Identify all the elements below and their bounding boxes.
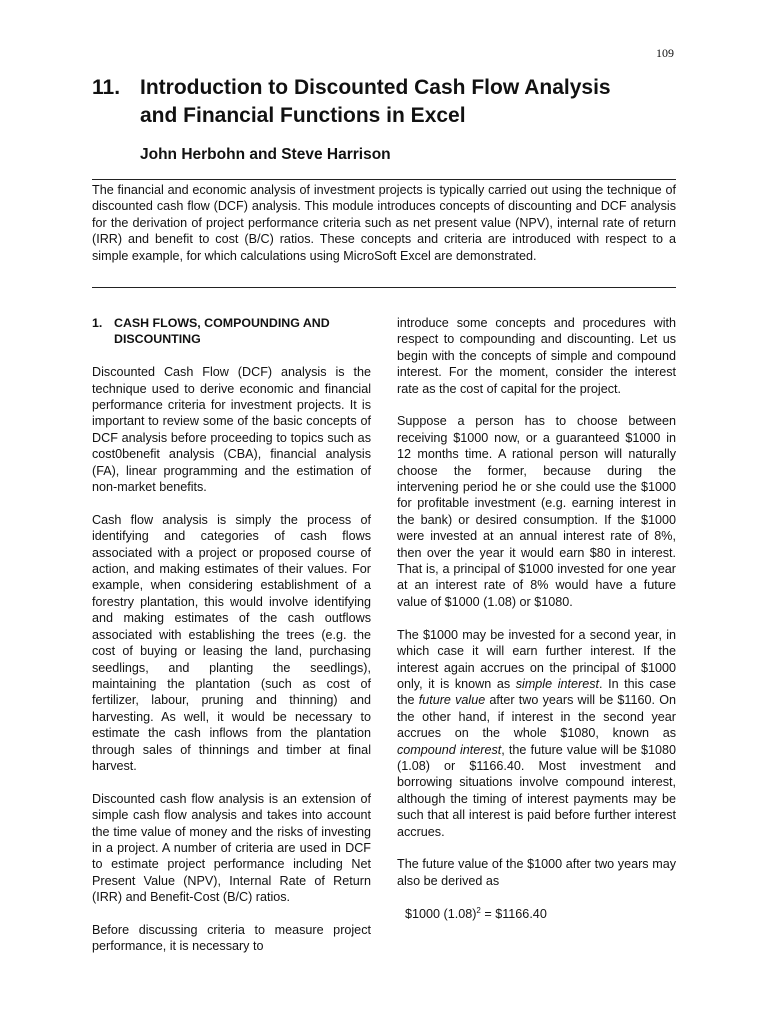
chapter-number: 11.	[92, 76, 121, 99]
left-column	[92, 315, 371, 971]
paragraph-choice-example: Suppose a person has to choose between receiving $1000 now, or a guaranteed $1000 in 12 months time. A rational person will naturally choose the former, because during the intervening period he or she could use the $1000 for profitable investment (e.g. earning interest in the bank) or desired consumption. If the $1000 were invested at an annual interest rate of 8%, then over the year it would earn $80 in interest. That is, a principal of $1000 invested for one year at an interest rate of 8% would have a future value of $1000 (1.08) or $1080.	[397, 414, 676, 609]
abstract-top-rule	[92, 179, 676, 180]
term-compound-interest: compound interest	[397, 742, 502, 757]
text-run: . In this case the	[397, 676, 676, 708]
right-column	[397, 315, 676, 938]
term-simple-interest: simple interest	[515, 676, 599, 691]
text-run: The $1000 may be invested for a second year, in which case it will earn further interest. If the interest again accrues on the principal of $1000 only, it is known as	[397, 627, 676, 691]
abstract: The financial and economic analysis of investment projects is typically carried out using the technique of discounted cash flow (DCF) analysis. This module introduces concepts of discounting and DCF analysis for the derivation of project performance criteria such as net present value (NPV), internal rate of return (IRR) and benefit to cost (B/C) ratios. These concepts and criteria are introduced with respect to a simple example, for which calculations using MicroSoft Excel are demonstrated.	[92, 183, 676, 263]
authors: John Herbohn and Steve Harrison	[140, 146, 391, 163]
section-number: 1.	[92, 316, 103, 330]
title-line-2: and Financial Functions in Excel	[140, 104, 466, 127]
section-heading-text: CASH FLOWS, COMPOUNDING AND DISCOUNTING	[114, 316, 330, 347]
paragraph-dcf-intro: Discounted Cash Flow (DCF) analysis is the technique used to derive economic and financial performance criteria for investment projects. It is important to review some of the basic concepts of DCF analysis before proceeding to topics such as cost0benefit analysis (CBA), financial analysis (FA), linear programming and the estimation of non-market benefits.	[92, 365, 371, 495]
section-heading	[92, 315, 371, 348]
page-number: 109	[656, 46, 674, 60]
paragraph-introduce-concepts: introduce some concepts and procedures with respect to compounding and discounting. Let us begin with the concepts of simple and compound interest. For the moment, consider the interest rate as the cost of capital for the project.	[397, 316, 676, 396]
text-run: , the future value will be $1080 (1.08) or $1166.40. Most investment and borrowing situations involve compound interest, although the timing of interest payments may be such that all interest is paid before further interest accrues.	[397, 742, 676, 839]
formula-compound	[397, 906, 676, 922]
term-future-value: future value	[418, 693, 486, 708]
chapter-title	[92, 74, 692, 130]
formula-exponent: 2	[476, 905, 481, 915]
text-run: after two years will be $1160. On the other hand, if interest in the second year accrues on the whole $1080, known as	[397, 693, 676, 741]
paragraph-before-discussing: Before discussing criteria to measure project performance, it is necessary to	[92, 922, 371, 954]
formula-result: = $1166.40	[480, 906, 547, 921]
paragraph-simple-compound-interest	[397, 627, 676, 840]
paragraph-dcf-criteria: Discounted cash flow analysis is an extension of simple cash flow analysis and takes into account the time value of money and the risks of investing in a project. A number of criteria are used in DCF to estimate project performance including Net Present Value (NPV), Internal Rate of Return (IRR) and Benefit-Cost (B/C) ratios.	[92, 791, 371, 905]
paragraph-cash-flow-analysis: Cash flow analysis is simply the process of identifying and categories of cash flows associated with a project or proposed course of action, and making estimates of their values. For example, when considering establishment of a forestry plantation, this would involve identifying and making estimates of the cash outflows associated with establishing the trees (e.g. the cost of buying or leasing the land, purchasing seedlings, and planting the seedlings), maintaining the plantation (such as cost of fertilizer, labour, pruning and thinning) and harvesting. As well, it would be necessary to estimate the cash inflows from the plantation through sales of thinnings and timber at final harvest.	[92, 512, 371, 773]
title-line-1: Introduction to Discounted Cash Flow Analysis	[140, 76, 611, 99]
abstract-bottom-rule	[92, 287, 676, 288]
formula-base: $1000 (1.08)	[405, 906, 477, 921]
paragraph-future-value-derivation: The future value of the $1000 after two years may also be derived as	[397, 857, 676, 888]
